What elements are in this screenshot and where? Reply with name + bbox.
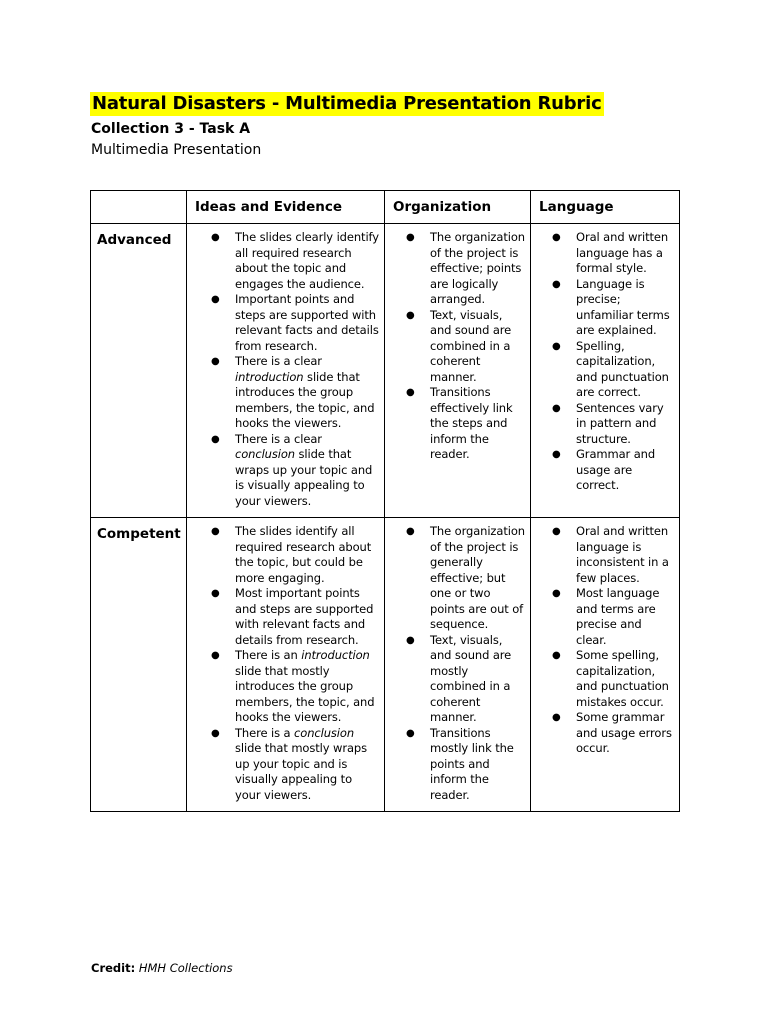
page-title <box>90 92 604 116</box>
criterion-text: Some grammar and usage errors occur. <box>576 710 672 755</box>
level-label-competent: Competent <box>91 518 187 812</box>
header-cell-organization: Organization <box>385 191 531 224</box>
criterion-emphasis: conclusion <box>235 447 295 461</box>
credit-line <box>91 961 233 976</box>
bullet-icon: ● <box>552 232 561 243</box>
criterion-text: slide that wraps up your topic and is visually appealing to your viewers. <box>235 447 373 508</box>
bullet-icon: ● <box>552 278 561 290</box>
criterion-text: Most important points and steps are supported with relevant facts and details from research. <box>235 586 374 647</box>
bullet-icon: ● <box>406 727 415 739</box>
bullet-icon: ● <box>211 232 220 243</box>
criterion-emphasis: introduction <box>235 369 304 384</box>
rubric-table <box>90 190 680 812</box>
criterion-item <box>531 230 675 277</box>
bullet-icon: ● <box>211 727 220 739</box>
collection-subtitle: Collection 3 - Task A <box>91 121 251 137</box>
header-cell-ideas: Ideas and Evidence <box>187 191 385 224</box>
header-cell-language: Language <box>531 191 680 224</box>
bullet-icon: ● <box>552 449 561 460</box>
criterion-item <box>385 385 526 463</box>
criterion-text: Some spelling, capitalization, and punctuation mistakes occur. <box>576 648 669 709</box>
rubric-row-advanced <box>91 224 680 518</box>
criterion-text: Language is precise; unfamiliar terms are explained. <box>576 276 670 337</box>
criterion-text: slide that introduces the group members, the topic, and hooks the viewers. <box>235 369 375 430</box>
criterion-emphasis: conclusion <box>294 725 355 740</box>
bullet-icon: ● <box>211 526 220 537</box>
bullet-icon: ● <box>552 588 561 599</box>
cell-competent-language <box>531 518 680 812</box>
cell-advanced-ideas <box>187 224 385 518</box>
criterion-item <box>531 339 675 401</box>
bullet-icon: ● <box>406 309 415 321</box>
criterion-text: The organization of the project is generally effective; but one or two points are out of sequence. <box>430 524 525 631</box>
criterion-item <box>531 586 675 648</box>
bullet-icon: ● <box>406 526 415 537</box>
criteria-list <box>531 224 679 502</box>
credit-source: HMH Collections <box>138 961 233 975</box>
rubric-header-row <box>91 191 680 224</box>
criterion-text: Spelling, capitalization, and punctuation are correct. <box>576 338 669 399</box>
header-cell-level <box>91 191 187 224</box>
cell-advanced-language <box>531 224 680 518</box>
level-label-advanced: Advanced <box>91 224 187 518</box>
criterion-text: There is a <box>235 725 295 740</box>
criterion-item <box>187 524 380 586</box>
bullet-icon: ● <box>552 650 561 661</box>
cell-competent-ideas <box>187 518 385 812</box>
criterion-text: Sentences vary in pattern and structure. <box>576 400 664 446</box>
criterion-text: Oral and written language is inconsistent in a few places. <box>576 524 669 585</box>
criterion-item <box>385 230 526 308</box>
bullet-icon: ● <box>211 650 220 661</box>
rubric-row-competent <box>91 518 680 812</box>
criteria-list <box>385 224 530 471</box>
criterion-emphasis: introduction <box>301 648 370 662</box>
bullet-icon: ● <box>552 340 561 352</box>
criterion-text: There is a clear <box>235 431 322 446</box>
criteria-list <box>187 518 384 811</box>
criterion-item <box>385 308 526 386</box>
bullet-icon: ● <box>406 634 415 646</box>
criterion-text: The slides clearly identify all required research about the topic and engages the audience. <box>235 230 379 291</box>
criterion-item <box>187 230 380 292</box>
criterion-item <box>385 524 526 633</box>
credit-label: Credit: <box>91 961 136 975</box>
criteria-list <box>531 518 679 765</box>
criterion-item <box>531 648 675 710</box>
criterion-text: There is an <box>235 648 302 662</box>
bullet-icon: ● <box>552 712 561 723</box>
criteria-list <box>187 224 384 517</box>
criterion-text: Text, visuals, and sound are combined in a coherent manner. <box>430 307 512 384</box>
bullet-icon: ● <box>552 526 561 537</box>
criterion-item <box>531 710 675 757</box>
criterion-item <box>531 447 675 494</box>
bullet-icon: ● <box>406 232 415 243</box>
criterion-text: Transitions mostly link the points and inform the reader. <box>430 725 514 802</box>
page-title-text: Natural Disasters - Multimedia Presentation Rubric <box>92 93 602 114</box>
bullet-icon: ● <box>211 356 220 367</box>
criterion-text: Most language and terms are precise and clear. <box>576 586 660 647</box>
presentation-subtitle: Multimedia Presentation <box>91 142 262 158</box>
criterion-text: Text, visuals, and sound are mostly combined in a coherent manner. <box>430 632 512 724</box>
criterion-item <box>187 354 380 432</box>
cell-advanced-organization <box>385 224 531 518</box>
criterion-text: Grammar and usage are correct. <box>576 447 656 492</box>
criterion-item <box>531 401 675 448</box>
criterion-text: Transitions effectively link the steps and inform the reader. <box>430 385 513 461</box>
bullet-icon: ● <box>552 402 561 414</box>
criterion-text: slide that mostly introduces the group members, the topic, and hooks the viewers. <box>235 663 375 724</box>
bullet-icon: ● <box>211 294 220 305</box>
bullet-icon: ● <box>211 433 220 445</box>
criteria-list <box>385 518 530 811</box>
criterion-text: The organization of the project is effective; points are logically arranged. <box>430 230 525 306</box>
criterion-text: There is a clear <box>235 354 322 368</box>
criterion-text: Oral and written language has a formal style. <box>576 230 669 275</box>
criterion-item <box>187 726 380 804</box>
criterion-item <box>531 277 675 339</box>
criterion-text: slide that mostly wraps up your topic and is visually appealing to your viewers. <box>235 741 367 802</box>
criterion-item <box>385 726 526 804</box>
cell-competent-organization <box>385 518 531 812</box>
criterion-item <box>187 648 380 726</box>
bullet-icon: ● <box>406 387 415 398</box>
criterion-item <box>531 524 675 586</box>
criterion-text: Important points and steps are supported with relevant facts and details from research. <box>235 292 379 353</box>
bullet-icon: ● <box>211 588 220 599</box>
criterion-item <box>187 432 380 510</box>
criterion-item <box>385 633 526 726</box>
criterion-item <box>187 586 380 648</box>
criterion-item <box>187 292 380 354</box>
criterion-text: The slides identify all required research about the topic, but could be more engaging. <box>235 524 372 585</box>
